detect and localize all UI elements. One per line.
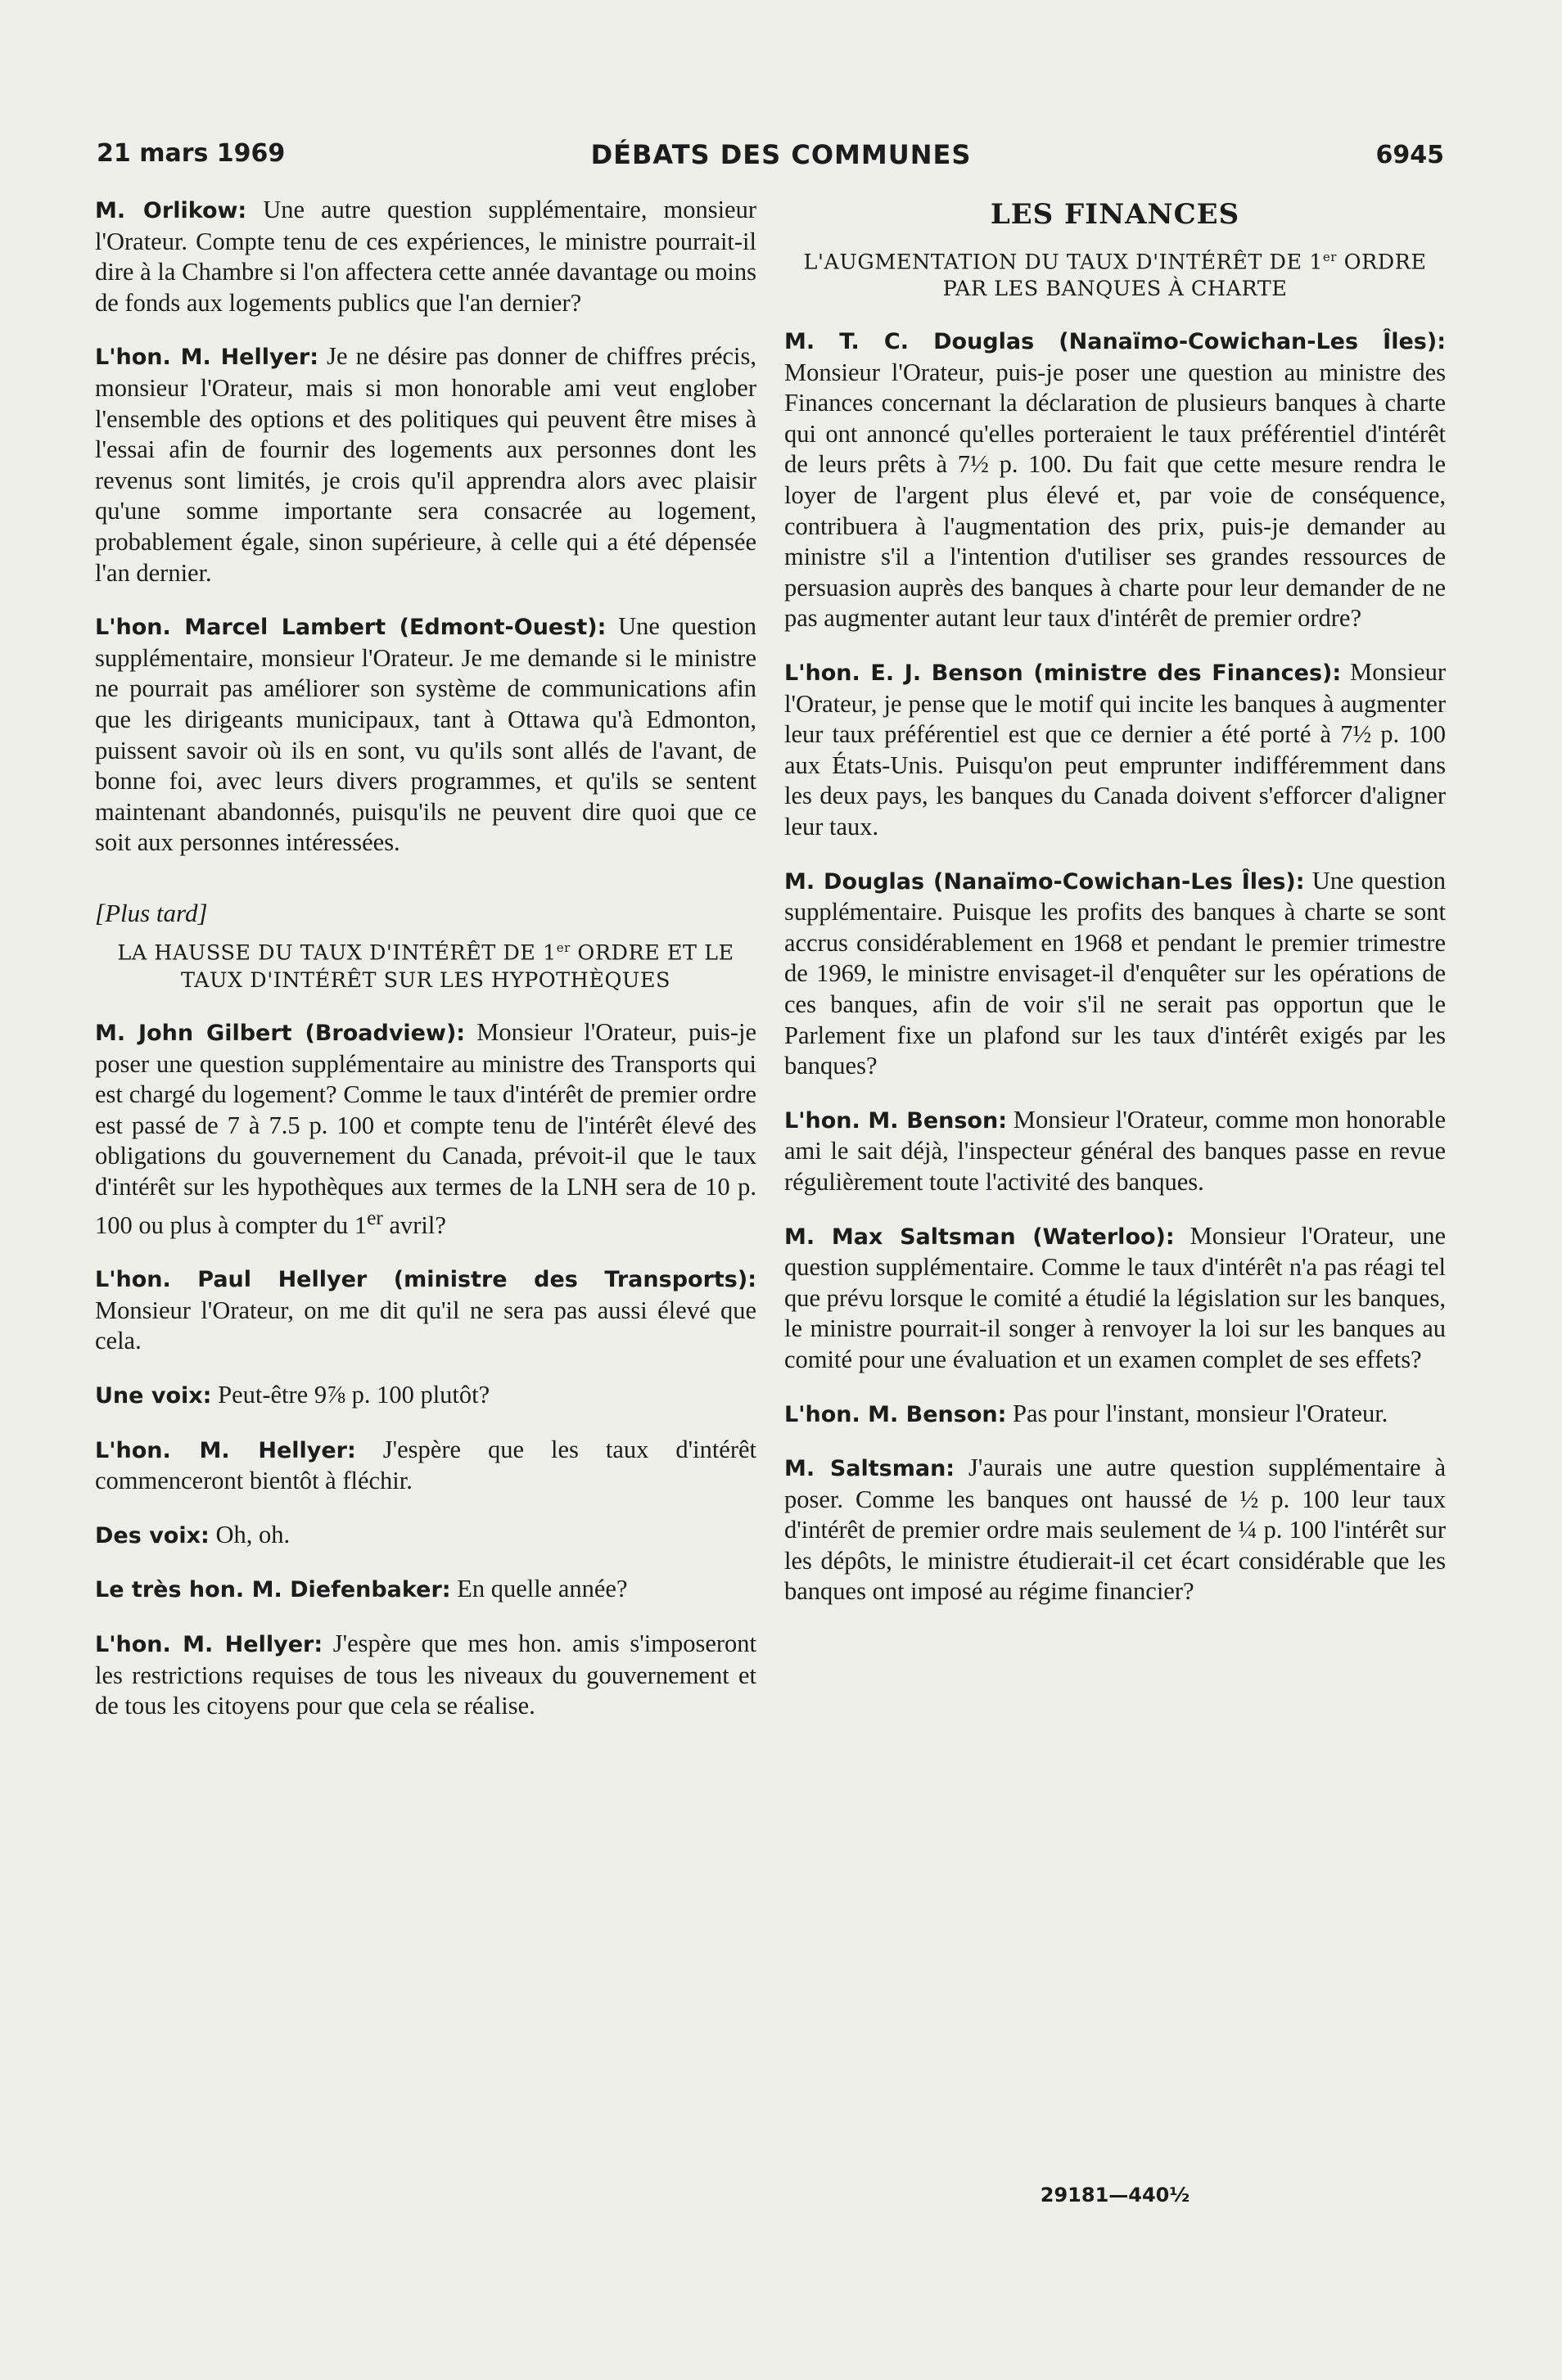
section-heading: LA HAUSSE DU TAUX D'INTÉRÊT DE 1er ORDRE ET LE TAUX D'INTÉRÊT SUR LES HYPOTHÈQUES [117,940,734,993]
paragraph [95,611,756,859]
running-header [0,139,1562,180]
paragraph: M. John Gilbert (Broadview): Monsieur l'Orateur, puis-je poser une question supplémentaire au ministre des Transports qui est chargé du logement? Comme le taux d'intérêt de premier ordre est passé de 7 à 7.5 p. 100 et compte tenu de l'intérêt élevé des obligations du gouvernement du Canada, prévoit-il que le taux d'intérêt sur les hypothèques aux termes de la LNH sera de 10 p. 100 ou plus à compter du 1er avril? [95,1017,756,1239]
header-date: 21 mars 1969 [97,139,286,168]
later-note: [Plus tard] [95,898,208,927]
speech: Oh, oh. [209,1520,291,1548]
paragraph [95,1574,756,1606]
paragraph [784,657,1446,843]
speaker: Le très hon. M. Diefenbaker: [95,1577,451,1603]
speech: Monsieur l'Orateur, puis-je poser une question au ministre des Finances concernant la déclaration de plusieurs banques à charte qui ont annoncé qu'elles porteraient le taux préférentiel d'intérêt de leurs prêts à 7½ p. 100. Du fait que cette mesure rendra le loyer de l'argent plus élevé et, par voie de conséquence, contribuera à l'augmentation des prix, puis-je demander au ministre s'il a l'intention d'utiliser ses grandes ressources de persuasion auprès des banques à charte pour leur demander de ne pas augmenter autant leur taux d'intérêt de premier ordre? [784,358,1446,633]
speaker: L'hon. E. J. Benson (ministre des Finances): [784,660,1342,687]
speech: Monsieur l'Orateur, une question supplémentaire. Comme le taux d'intérêt n'a pas réagi tel que prévu lorsque le comité a étudié la législation sur les banques, le ministre pourrait-il songer à renvoyer la loi sur les banques au comité pour une évaluation et un examen complet de ses effets? [784,1221,1447,1373]
speaker: M. Max Saltsman (Waterloo): [784,1224,1175,1250]
speaker: Des voix: [95,1522,210,1548]
speech: Monsieur l'Orateur, comme mon honorable ami le sait déjà, l'inspecteur général des banques passe en revue régulièrement toute l'activité des banques. [784,1105,1446,1196]
speech: Monsieur l'Orateur, on me dit qu'il ne sera pas aussi élevé que cela. [95,1296,756,1355]
paragraph [95,1520,756,1552]
section-subheading: L'AUGMENTATION DU TAUX D'INTÉRÊT DE 1er ORDRE PAR LES BANQUES À CHARTE [803,249,1427,302]
speaker: Une voix: [95,1383,212,1409]
speech: Monsieur l'Orateur, je pense que le motif qui incite les banques à augmenter leur taux préférentiel est que ce dernier a été porté à 7½ p. 100 aux États-Unis. Puisqu'on peut emprunter indifféremment dans les deux pays, les banques du Canada doivent s'efforcer d'aligner leur taux. [784,658,1446,841]
speech: Je ne désire pas donner de chiffres précis, monsieur l'Orateur, mais si mon honorable ami veut englober l'ensemble des options et des politiques qui peuvent être mises à l'essai afin de fournir des logements aux personnes dont les revenus sont limités, je crois qu'il apprendra alors avec plaisir qu'une somme importante sera consacrée au logement, probablement égale, sinon supérieure, à celle qui a été dépensée l'an dernier. [95,342,756,587]
page-number: 6945 [1375,141,1444,169]
header-title: DÉBATS DES COMMUNES [590,139,972,170]
paragraph [784,1221,1446,1376]
paragraph [784,1105,1446,1198]
speech: Pas pour l'instant, monsieur l'Orateur. [1006,1399,1388,1427]
paragraph [95,1264,756,1357]
speaker: L'hon. Paul Hellyer (ministre des Transports): [95,1267,756,1293]
paragraph [784,326,1446,634]
speech: En quelle année? [450,1575,628,1603]
speech: J'espère que mes hon. amis s'imposeront les restrictions requises de tous les niveaux du gouvernement et de tous les citoyens pour que cela se réalise. [95,1629,756,1720]
paragraph [784,1453,1446,1607]
right-column [784,195,1446,1630]
speech: Une question supplémentaire. Puisque les profits des banques à charte se sont accrus considérablement en 1968 et pendant le premier trimestre de 1969, le ministre envisaget-il d'enquêter sur les opérations de ces banques, afin de voir s'il ne serait pas opportun que le Parlement fixe un plafond sur les taux d'intérêt exigés par les banques? [784,866,1447,1080]
paragraph [95,341,756,588]
speaker: L'hon. M. Hellyer: [95,1437,356,1463]
paragraph [95,1629,756,1722]
speaker: L'hon. M. Hellyer: [95,345,319,371]
speaker: M. John Gilbert (Broadview): [95,1020,466,1046]
section-title: LES FINANCES [990,198,1240,231]
speech: Peut-être 9⅞ p. 100 plutôt? [211,1381,490,1409]
speaker: M. Saltsman: [784,1456,955,1482]
paragraph [95,195,756,318]
paragraph [784,866,1446,1082]
speech: J'aurais une autre question supplémentaire à poser. Comme les banques ont haussé de ½ p. 100 leur taux d'intérêt de premier ordre mais seulement de ¼ p. 100 l'intérêt sur les dépôts, le ministre étudierait-il cet écart considérable que les banques ont imposé au régime financier? [784,1454,1446,1606]
speech: Une autre question supplémentaire, monsieur l'Orateur. Compte tenu de ces expériences, le ministre pourrait-il dire à la Chambre si l'on affectera cette année davantage ou moins de fonds aux logements publics que l'an dernier? [95,196,756,317]
speaker: M. Douglas (Nanaïmo-Cowichan-Les Îles): [784,868,1305,895]
speech: J'espère que les taux d'intérêt commenceront bientôt à fléchir. [95,1435,756,1495]
speaker: L'hon. M. Benson: [784,1401,1007,1427]
paragraph [95,1380,756,1412]
speaker: M. Orlikow: [95,198,247,223]
paragraph [95,1435,756,1497]
print-code: 29181—440½ [1040,2184,1190,2206]
paragraph [784,1399,1446,1431]
speaker: L'hon. Marcel Lambert (Edmont-Ouest): [95,615,607,641]
speech: Une question supplémentaire, monsieur l'Orateur. Je me demande si le ministre ne pourrait pas améliorer son système de communications afin que les dirigeants municipaux, tant à Ottawa qu'à Edmonton, puissent savoir où ils en sont, vu qu'ils sont allés de l'avant, de bonne foi, avec leurs divers programmes, et qu'ils se sentent maintenant abandonnés, puisqu'ils ne peuvent dire quoi que ce soit aux personnes intéressées. [95,612,757,857]
speaker: M. T. C. Douglas (Nanaïmo-Cowichan-Les Îles): [784,329,1446,355]
speaker: L'hon. M. Benson: [784,1107,1007,1134]
speaker: L'hon. M. Hellyer: [95,1632,323,1658]
left-column [95,195,756,1745]
